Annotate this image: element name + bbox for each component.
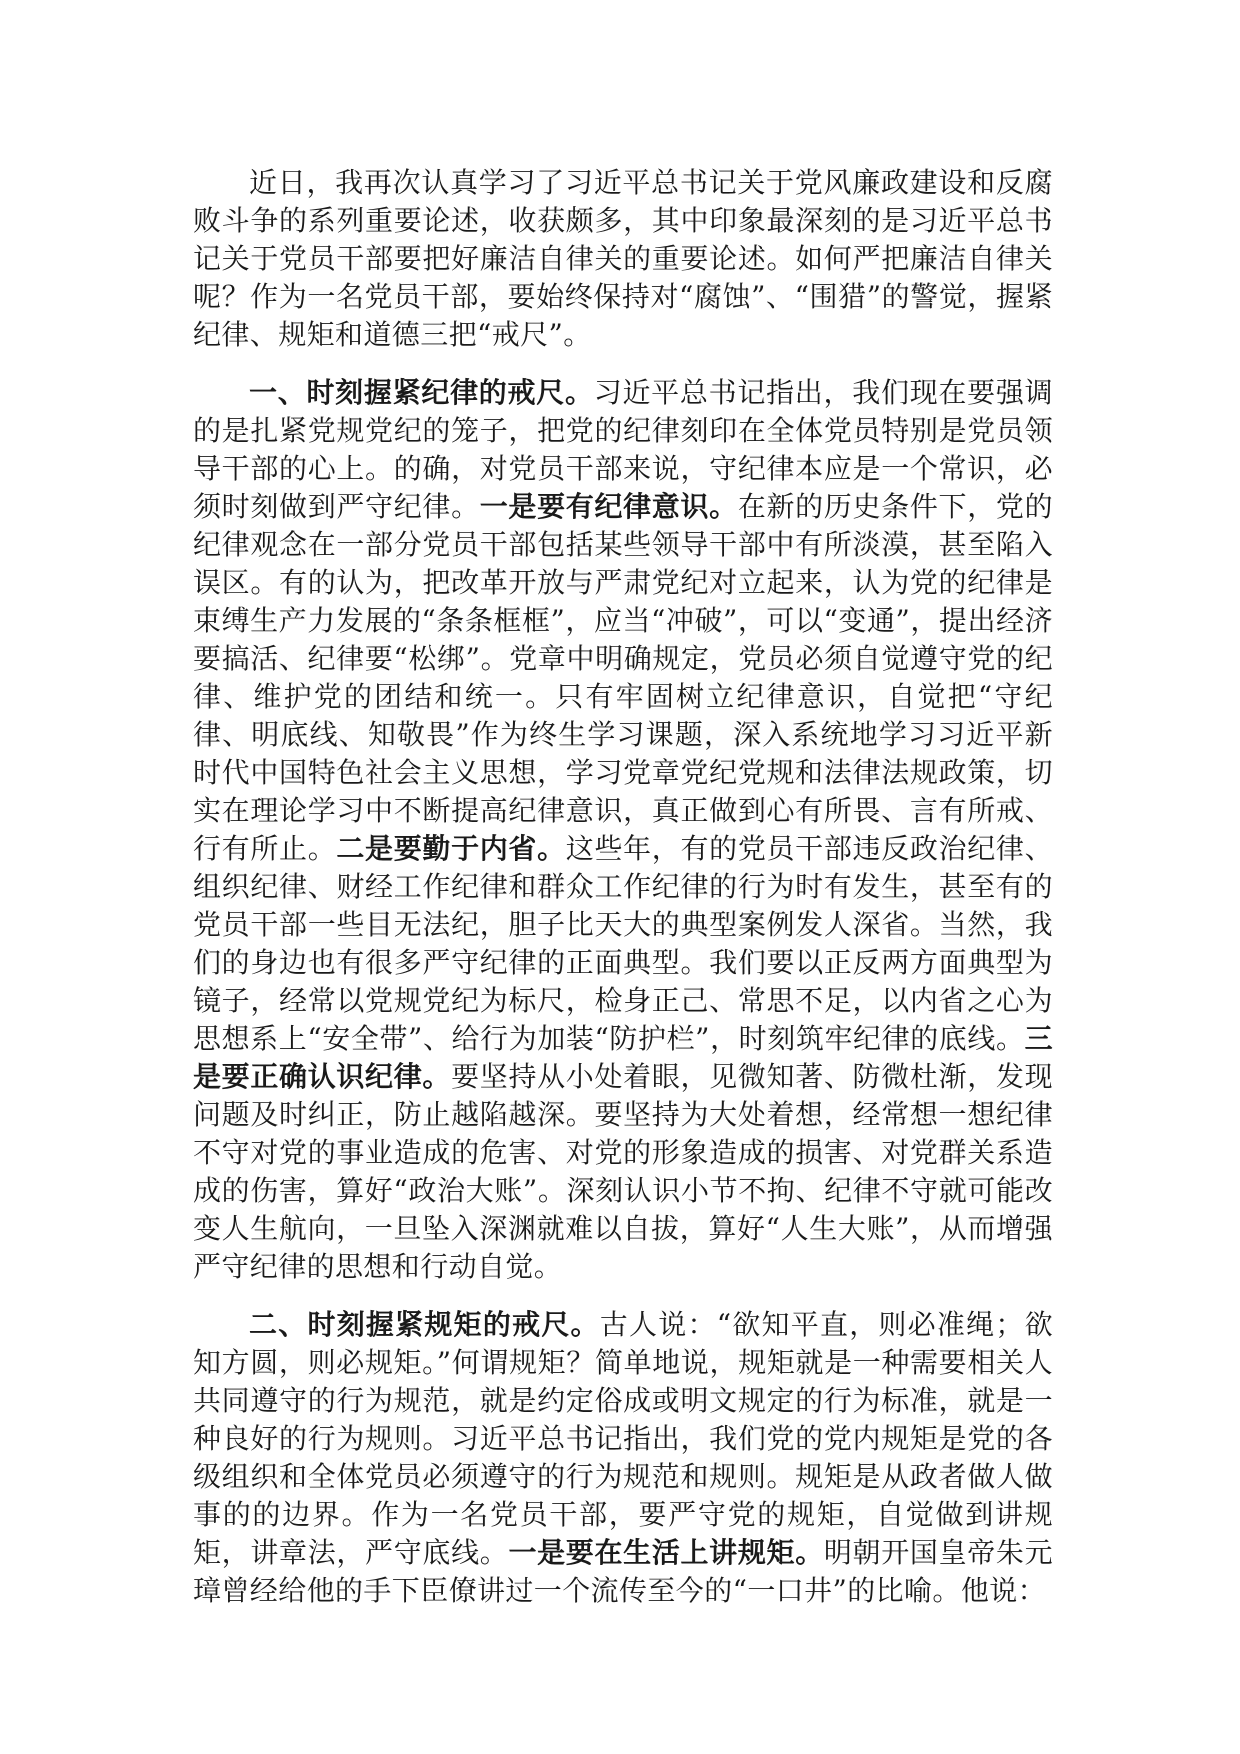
section-2-heading: 二、时刻握紧规矩的戒尺。 <box>249 1308 600 1341</box>
document-body <box>193 164 1053 1630</box>
section-1-point-3-text: 要坚持从小处着眼，见微知著、防微杜渐，发现问题及时纠正，防止越陷越深。要坚持为大处着想，经常想一想纪律不守对党的事业造成的危害、对党的形象造成的损害、对党群关系造成的伤害，算好“政治大账”。深刻认识小节不拘、纪律不守就可能改变人生航向，一旦坠入深渊就难以自拔，算好“人生大账”，从而增强严守纪律的思想和行动自觉。 <box>193 1060 1054 1283</box>
section-2-point-1-text: 明朝开国皇帝朱元璋曾经给他的手下臣僚讲过一个流传至今的“一口井”的比喻。他说： <box>193 1536 1054 1607</box>
intro-paragraph <box>193 164 1053 354</box>
section-1-point-2-text: 这些年，有的党员干部违反政治纪律、组织纪律、财经工作纪律和群众工作纪律的行为时有发生，甚至有的党员干部一些目无法纪，胆子比天大的典型案例发人深省。当然，我们的身边也有很多严守纪律的正面典型。我们要以正反两方面典型为镜子，经常以党规党纪为标尺，检身正己、常思不足，以内省之心为思想系上“安全带”、给行为加装“防护栏”，时刻筑牢纪律的底线。 <box>193 832 1053 1055</box>
section-2-paragraph <box>193 1306 1053 1610</box>
section-1-point-2-heading: 二是要勤于内省。 <box>336 832 566 865</box>
section-2-text: 古人说：“欲知平直，则必准绳；欲知方圆，则必规矩。”何谓规矩？简单地说，规矩就是一种需要相关人共同遵守的行为规范，就是约定俗成或明文规定的行为标准，就是一种良好的行为规则。习近平总书记指出，我们党的党内规矩是党的各级组织和全体党员必须遵守的行为规范和规则。规矩是从政者做人做事的的边界。作为一名党员干部，要严守党的规矩，自觉做到讲规矩，讲章法，严守底线。 <box>193 1308 1053 1569</box>
section-1-point-1-text: 在新的历史条件下，党的纪律观念在一部分党员干部包括某些领导干部中有所淡漠，甚至陷入误区。有的认为，把改革开放与严肃党纪对立起来，认为党的纪律是束缚生产力发展的“条条框框”，应当“冲破”，可以“变通”，提出经济要搞活、纪律要“松绑”。党章中明确规定，党员必须自觉遵守党的纪律、维护党的团结和统一。只有牢固树立纪律意识，自觉把“守纪律、明底线、知敬畏”作为终生学习课题，深入系统地学习习近平新时代中国特色社会主义思想，学习党章党纪党规和法律法规政策，切实在理论学习中不断提高纪律意识，真正做到心有所畏、言有所戒、行有所止。 <box>193 490 1053 865</box>
section-1-paragraph <box>193 374 1053 1286</box>
section-1-text: 习近平总书记指出，我们现在要强调的是扎紧党规党纪的笼子，把党的纪律刻印在全体党员特别是党员领导干部的心上。的确，对党员干部来说，守纪律本应是一个常识，必须时刻做到严守纪律。 <box>193 376 1053 523</box>
section-1-point-1-heading: 一是要有纪律意识。 <box>479 490 738 523</box>
intro-text: 近日，我再次认真学习了习近平总书记关于党风廉政建设和反腐败斗争的系列重要论述，收获颇多，其中印象最深刻的是习近平总书记关于党员干部要把好廉洁自律关的重要论述。如何严把廉洁自律关呢？作为一名党员干部，要始终保持对“腐蚀”、“围猎”的警觉，握紧纪律、规矩和道德三把“戒尺”。 <box>193 166 1053 351</box>
section-1-heading: 一、时刻握紧纪律的戒尺。 <box>249 376 594 409</box>
section-1-point-3-heading: 三是要正确认识纪律。 <box>193 1022 1053 1093</box>
section-2-point-1-heading: 一是要在生活上讲规矩。 <box>508 1536 824 1569</box>
